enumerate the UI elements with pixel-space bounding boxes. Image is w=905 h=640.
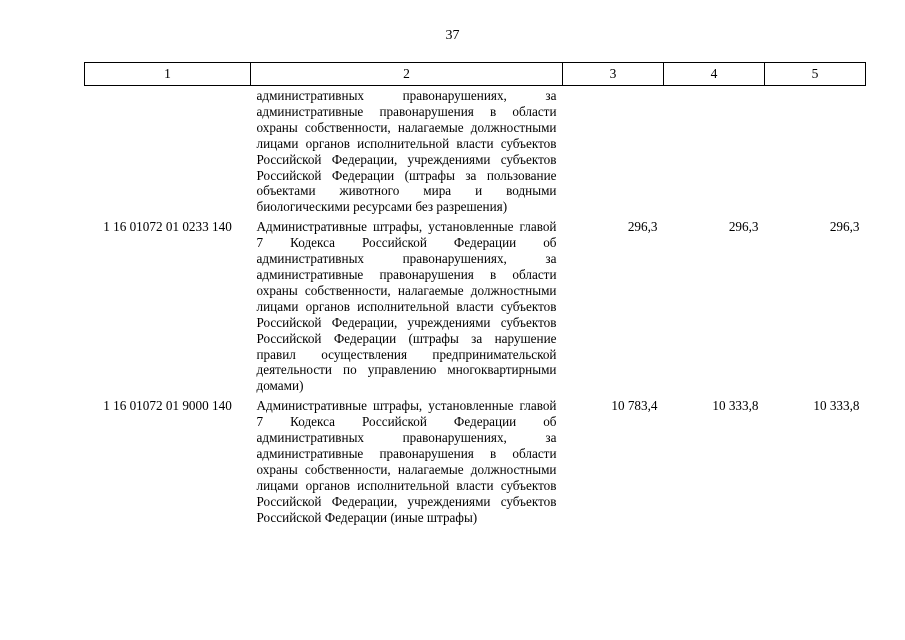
row-description: Административные штрафы, установленные главой 7 Кодекса Российской Федерации об административных правонарушениях, за административные правонарушения в области охраны собственности, налагаемые должностными лицами органов исполнительной власти субъектов Российской Федерации, учреждениями субъектов Российской Федерации (штрафы за нарушение правил осуществления предпринимательской деятельности по управлению многоквартирными домами) [256, 219, 557, 394]
row-value: 10 333,8 [813, 398, 860, 414]
column-header: 3 [563, 63, 664, 86]
row-description: административных правонарушениях, за административные правонарушения в области охраны собственности, налагаемые должностными лицами органов исполнительной власти субъектов Российской Федерации, учреждениями субъектов Российской Федерации (штрафы за пользование объектами животного мира и водными биологическими ресурсами без разрешения) [256, 88, 557, 215]
row-code [85, 86, 251, 216]
table-row [85, 394, 866, 525]
column-header: 2 [251, 63, 563, 86]
row-value [664, 86, 765, 216]
row-value: 10 333,8 [712, 398, 759, 414]
row-code: 1 16 01072 01 0233 140 [103, 219, 232, 235]
page-number: 37 [445, 28, 460, 43]
table-row [85, 215, 866, 394]
column-header: 4 [664, 63, 765, 86]
row-value: 296,3 [627, 219, 658, 235]
row-value: 10 783,4 [611, 398, 658, 414]
row-value: 296,3 [728, 219, 759, 235]
budget-table [84, 62, 866, 525]
table-header [85, 63, 866, 86]
column-header: 1 [85, 63, 251, 86]
row-value [765, 86, 866, 216]
row-description: Административные штрафы, установленные главой 7 Кодекса Российской Федерации об административных правонарушениях, за административные правонарушения в области охраны собственности, налагаемые должностными лицами органов исполнительной власти субъектов Российской Федерации, учреждениями субъектов Российской Федерации (иные штрафы) [256, 398, 557, 525]
row-value [563, 86, 664, 216]
column-header: 5 [765, 63, 866, 86]
table-row [85, 86, 866, 216]
row-code: 1 16 01072 01 9000 140 [103, 398, 232, 414]
row-value: 296,3 [829, 219, 860, 235]
